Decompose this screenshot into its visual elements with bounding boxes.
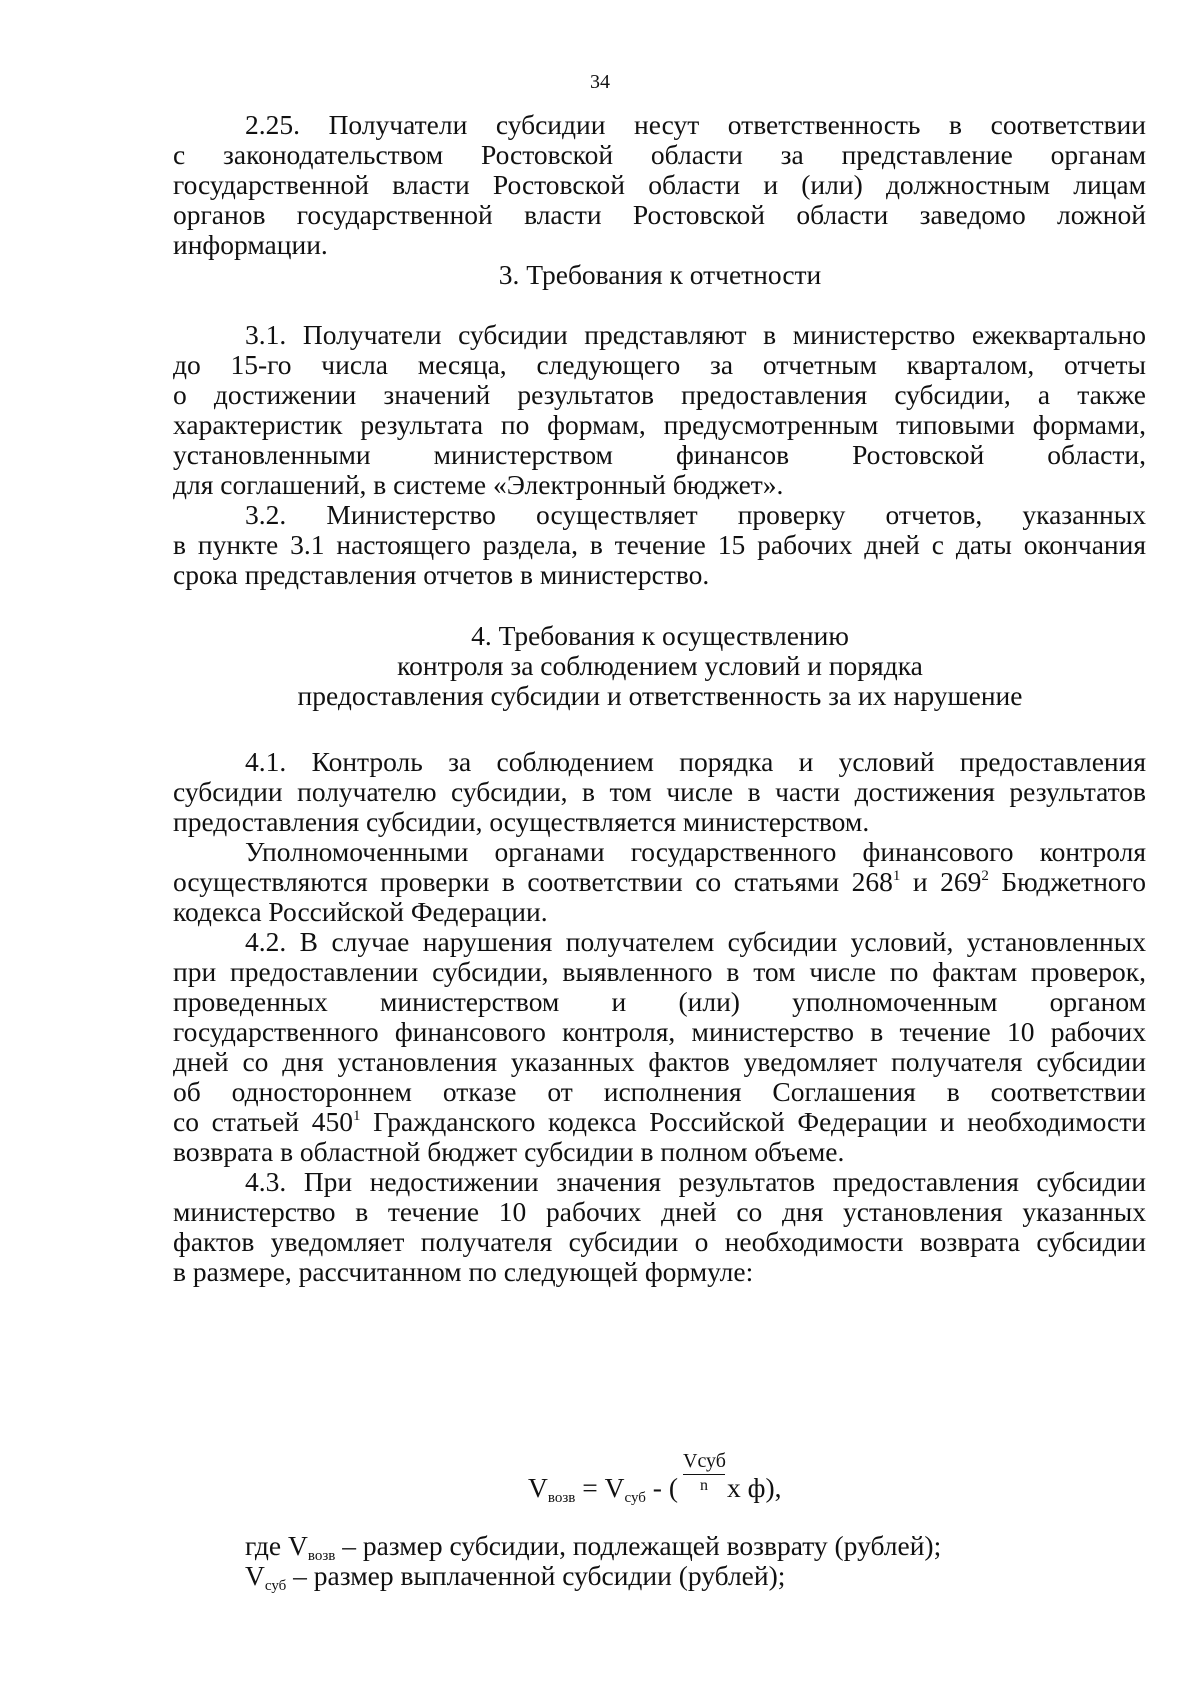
paragraph-line: осуществляются проверки в соответствии со статьями $268^1$ и $269^2$ Бюджетного [173, 866, 1146, 897]
paragraph-line: проведенных министерством и (или) уполномоченным органом [173, 986, 1146, 1017]
section-heading: 4. Требования к осуществлению [471, 620, 849, 651]
paragraph-line: 3.2. Министерство осуществляет проверку отчетов, указанных [245, 499, 1146, 530]
section-heading: предоставления субсидии и ответственность за их нарушение [297, 680, 1023, 711]
paragraph-line: кодекса Российской Федерации. [173, 896, 548, 927]
document-page: 34 2.25. Получатели субсидии несут ответственность в соответствии с законодательством Ростовской области за представление органам государственной власти Ростовской области и (или) должностным лицам органов государственной власти Ростовской области заведомо ложной информации. 3. Требования к отчетности 3.1. Получатели субсидии представляют в министерство ежеквартально до 15-го числа месяца, следующего за отчетным кварталом, отчеты о достижении значений результатов предоставления субсидии, а также характеристик результата по формам, предусмотренным типовыми формами, установленными министерством финансов Ростовской области, для соглашений, в системе «Электронный бюджет». 3.2. Министерство осуществляет проверку отчетов, указанных в пункте 3.1 настоящего раздела, в течение 15 рабочих дней с даты окончания срока представления отчетов в министерство. 4. Требования к осуществлению контроля за соблюдением условий и порядка предоставления субсидии и ответственность за их нарушение 4.1. Контроль за соблюдением порядка и условий предоставления субсидии получателю субсидии, в том числе в части достижения результатов предоставления субсидии, осуществляется министерством. Уполномоченными органами государственного финансового контроля осуществляются проверки в соответствии со статьями $268^1$ и $269^2$ Бюджетного кодекса Российской Федерации. 4.2. В случае нарушения получателем субсидии условий, установленных при предоставлении субсидии, выявленного в том числе по фактам проверок, проведенных министерством и (или) уполномоченным органом государственного финансового контроля, министерство в течение 10 рабочих дней со дня установления указанных фактов уведомляет получателя субсидии об одностороннем отказе от исполнения Соглашения в соответствии со статьей $450^1$ Гражданского кодекса Российской Федерации и необходимости возврата в областной бюджет субсидии в полном объеме. 4.3. При недостижении значения результатов предоставления субсидии министерство в течение 10 рабочих дней со дня установления указанных фактов уведомляет получателя субсидии о необходимости возврата субсидии в размере, рассчитанном по следующей формуле: $V_{возв} = V_{суб}$ - ( Vсуб n х ф), где $V_{возв}$ – размер субсидии, подлежащей возврату (рублей); $V_{суб}$ – размер выплаченной субсидии (рублей); [0, 0, 1200, 1698]
paragraph-line: министерство в течение 10 рабочих дней со дня установления указанных [173, 1196, 1146, 1227]
paragraph-line: 4.1. Контроль за соблюдением порядка и условий предоставления [245, 746, 1146, 777]
paragraph-line: об одностороннем отказе от исполнения Соглашения в соответствии [173, 1076, 1146, 1107]
paragraph-line: о достижении значений результатов предоставления субсидии, а также [173, 379, 1146, 410]
paragraph-line: при предоставлении субсидии, выявленного в том числе по фактам проверок, [173, 956, 1146, 987]
paragraph-line: в размере, рассчитанном по следующей формуле: [173, 1256, 754, 1287]
paragraph-line: 3.1. Получатели субсидии представляют в министерство ежеквартально [245, 319, 1146, 350]
paragraph-line: государственного финансового контроля, министерство в течение 10 рабочих [173, 1016, 1146, 1047]
section-heading: контроля за соблюдением условий и порядка [397, 650, 923, 681]
page-number: 34 [590, 71, 610, 93]
superscript: 1 [353, 1108, 361, 1124]
paragraph-line: 4.3. При недостижении значения результатов предоставления субсидии [245, 1166, 1146, 1197]
paragraph-line: для соглашений, в системе «Электронный бюджет». [173, 469, 784, 500]
paragraph-line: предоставления субсидии, осуществляется министерством. [173, 806, 870, 837]
paragraph-line: со статьей $450^1$ Гражданского кодекса Российской Федерации и необходимости [173, 1106, 1146, 1137]
paragraph-line: с законодательством Ростовской области за представление органам [173, 139, 1146, 170]
paragraph-line: информации. [173, 229, 328, 260]
paragraph-line: субсидии получателю субсидии, в том числе в части достижения результатов [173, 776, 1146, 807]
superscript: 2 [981, 868, 989, 884]
paragraph-line: Уполномоченными органами государственного финансового контроля [245, 836, 1146, 867]
paragraph-line: характеристик результата по формам, предусмотренным типовыми формами, [173, 409, 1146, 440]
paragraph-line: 4.2. В случае нарушения получателем субсидии условий, установленных [245, 926, 1146, 957]
superscript: 1 [892, 868, 901, 884]
formula-fraction [683, 1450, 725, 1495]
paragraph-line: 2.25. Получатели субсидии несут ответственность в соответствии [245, 109, 1146, 140]
paragraph-line: органов государственной власти Ростовской области заведомо ложной [173, 199, 1146, 230]
paragraph-line: срока представления отчетов в министерство. [173, 559, 710, 590]
fraction-numerator: Vсуб [683, 1450, 726, 1472]
definition-line: $V_{суб}$ – размер выплаченной субсидии (рублей); [245, 1560, 786, 1594]
paragraph-line: фактов уведомляет получателя субсидии о необходимости возврата субсидии [173, 1226, 1146, 1257]
paragraph-line: возврата в областной бюджет субсидии в полном объеме. [173, 1136, 845, 1167]
section-heading: 3. Требования к отчетности [498, 259, 822, 290]
fraction-denominator: n [700, 1477, 708, 1494]
paragraph-line: дней со дня установления указанных фактов уведомляет получателя субсидии [173, 1046, 1146, 1077]
paragraph-line: установленными министерством финансов Ростовской области, [173, 439, 1146, 470]
fraction-bar [683, 1474, 725, 1475]
paragraph-line: до 15-го числа месяца, следующего за отчетным кварталом, отчеты [173, 349, 1146, 380]
paragraph-line: в пункте 3.1 настоящего раздела, в течение 15 рабочих дней с даты окончания [173, 529, 1146, 560]
paragraph-line: государственной власти Ростовской области и (или) должностным лицам [173, 169, 1146, 200]
definition-line: где $V_{возв}$ – размер субсидии, подлежащей возврату (рублей); [245, 1530, 942, 1564]
